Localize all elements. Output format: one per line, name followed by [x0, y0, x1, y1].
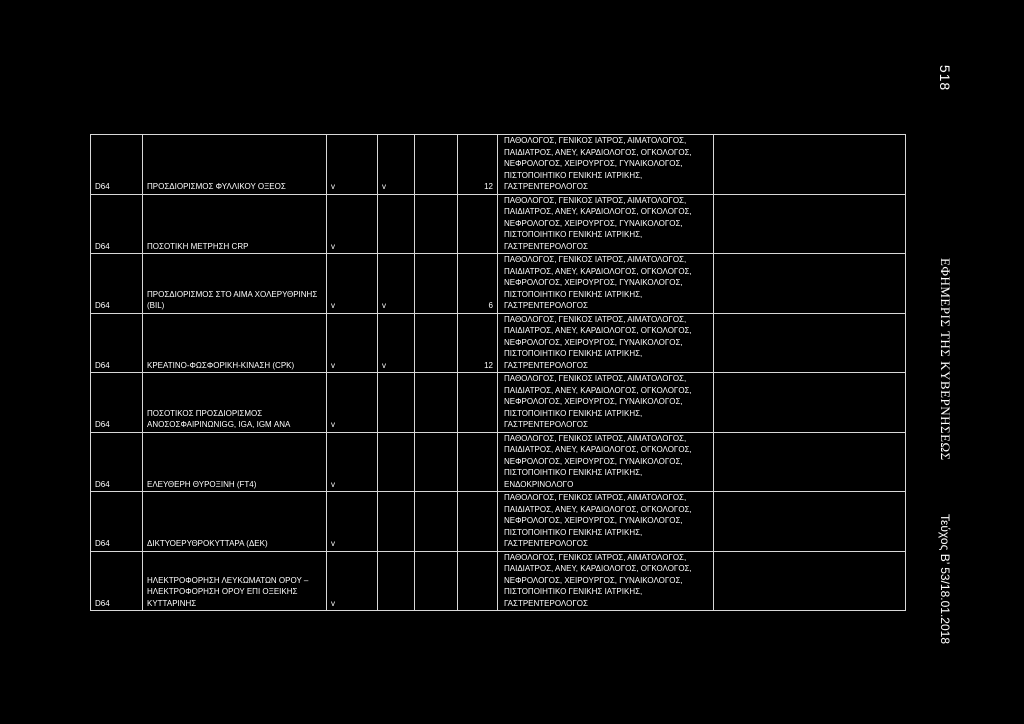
row-mark-2 — [378, 551, 415, 611]
exam-table-body — [91, 135, 906, 611]
row-mark-1: v — [327, 194, 378, 254]
row-specialties: ΠΑΘΟΛΟΓΟΣ, ΓΕΝΙΚΟΣ ΙΑΤΡΟΣ, ΑΙΜΑΤΟΛΟΓΟΣ, ΠΑΙΔΙΑΤΡΟΣ, ΑΝΕΥ, ΚΑΡΔΙΟΛΟΓΟΣ, ΟΓΚΟΛΟΓΟΣ, ΝΕΦΡΟΛΟΓΟΣ, ΧΕΙΡΟΥΡΓΟΣ, ΓΥΝΑΙΚΟΛΟΓΟΣ, ΠΙΣΤΟΠΟΙΗΤΙΚΟ ΓΕΝΙΚΗΣ ΙΑΤΡΙΚΗΣ, ΓΑΣΤΡΕΝΤΕΡΟΛΟΓΟΣ — [498, 313, 714, 373]
exam-table — [90, 134, 906, 611]
row-code: D64 — [91, 135, 143, 195]
row-notes — [714, 373, 906, 433]
row-empty — [415, 551, 458, 611]
row-mark-1: v — [327, 373, 378, 433]
row-frequency — [458, 373, 498, 433]
row-mark-2 — [378, 432, 415, 492]
row-mark-2: v — [378, 135, 415, 195]
row-exam-name: ΚΡΕΑΤΙΝΟ-ΦΩΣΦΟΡΙΚΗ-ΚΙΝΑΣΗ (CPK) — [143, 313, 327, 373]
row-exam-name: ΠΟΣΟΤΙΚΟΣ ΠΡΟΣΔΙΟΡΙΣΜΟΣ ΑΝΟΣΟΣΦΑΙΡΙΝΩΝIGG, IGA, IGM ΑΝΑ — [143, 373, 327, 433]
row-notes — [714, 135, 906, 195]
row-code: D64 — [91, 254, 143, 314]
row-empty — [415, 254, 458, 314]
issue-info: Τεύχος Β’ 53/18.01.2018 — [938, 514, 952, 644]
table-row — [91, 432, 906, 492]
row-empty — [415, 492, 458, 552]
row-specialties: ΠΑΘΟΛΟΓΟΣ, ΓΕΝΙΚΟΣ ΙΑΤΡΟΣ, ΑΙΜΑΤΟΛΟΓΟΣ, ΠΑΙΔΙΑΤΡΟΣ, ΑΝΕΥ, ΚΑΡΔΙΟΛΟΓΟΣ, ΟΓΚΟΛΟΓΟΣ, ΝΕΦΡΟΛΟΓΟΣ, ΧΕΙΡΟΥΡΓΟΣ, ΓΥΝΑΙΚΟΛΟΓΟΣ, ΠΙΣΤΟΠΟΙΗΤΙΚΟ ΓΕΝΙΚΗΣ ΙΑΤΡΙΚΗΣ, ΓΑΣΤΡΕΝΤΕΡΟΛΟΓΟΣ — [498, 492, 714, 552]
row-notes — [714, 432, 906, 492]
row-code: D64 — [91, 492, 143, 552]
row-mark-1: v — [327, 254, 378, 314]
row-specialties: ΠΑΘΟΛΟΓΟΣ, ΓΕΝΙΚΟΣ ΙΑΤΡΟΣ, ΑΙΜΑΤΟΛΟΓΟΣ, ΠΑΙΔΙΑΤΡΟΣ, ΑΝΕΥ, ΚΑΡΔΙΟΛΟΓΟΣ, ΟΓΚΟΛΟΓΟΣ, ΝΕΦΡΟΛΟΓΟΣ, ΧΕΙΡΟΥΡΓΟΣ, ΓΥΝΑΙΚΟΛΟΓΟΣ, ΠΙΣΤΟΠΟΙΗΤΙΚΟ ΓΕΝΙΚΗΣ ΙΑΤΡΙΚΗΣ, ΓΑΣΤΡΕΝΤΕΡΟΛΟΓΟΣ — [498, 194, 714, 254]
row-exam-name: ΠΡΟΣΔΙΟΡΙΣΜΟΣ ΣΤΟ ΑΙΜΑ ΧΟΛΕΡΥΘΡΙΝΗΣ (BIL) — [143, 254, 327, 314]
row-mark-1: v — [327, 492, 378, 552]
row-notes — [714, 551, 906, 611]
row-mark-1: v — [327, 551, 378, 611]
row-empty — [415, 432, 458, 492]
row-mark-2 — [378, 373, 415, 433]
row-code: D64 — [91, 432, 143, 492]
row-code: D64 — [91, 373, 143, 433]
row-specialties: ΠΑΘΟΛΟΓΟΣ, ΓΕΝΙΚΟΣ ΙΑΤΡΟΣ, ΑΙΜΑΤΟΛΟΓΟΣ, ΠΑΙΔΙΑΤΡΟΣ, ΑΝΕΥ, ΚΑΡΔΙΟΛΟΓΟΣ, ΟΓΚΟΛΟΓΟΣ, ΝΕΦΡΟΛΟΓΟΣ, ΧΕΙΡΟΥΡΓΟΣ, ΓΥΝΑΙΚΟΛΟΓΟΣ, ΠΙΣΤΟΠΟΙΗΤΙΚΟ ΓΕΝΙΚΗΣ ΙΑΤΡΙΚΗΣ, ΕΝΔΟΚΡΙΝΟΛΟΓΟ — [498, 432, 714, 492]
row-specialties: ΠΑΘΟΛΟΓΟΣ, ΓΕΝΙΚΟΣ ΙΑΤΡΟΣ, ΑΙΜΑΤΟΛΟΓΟΣ, ΠΑΙΔΙΑΤΡΟΣ, ΑΝΕΥ, ΚΑΡΔΙΟΛΟΓΟΣ, ΟΓΚΟΛΟΓΟΣ, ΝΕΦΡΟΛΟΓΟΣ, ΧΕΙΡΟΥΡΓΟΣ, ΓΥΝΑΙΚΟΛΟΓΟΣ, ΠΙΣΤΟΠΟΙΗΤΙΚΟ ΓΕΝΙΚΗΣ ΙΑΤΡΙΚΗΣ, ΓΑΣΤΡΕΝΤΕΡΟΛΟΓΟΣ — [498, 254, 714, 314]
row-notes — [714, 492, 906, 552]
row-mark-2: v — [378, 313, 415, 373]
row-exam-name: ΠΡΟΣΔΙΟΡΙΣΜΟΣ ΦΥΛΛΙΚΟΥ ΟΞΕΟΣ — [143, 135, 327, 195]
row-frequency — [458, 551, 498, 611]
row-empty — [415, 135, 458, 195]
row-mark-1: v — [327, 313, 378, 373]
row-code: D64 — [91, 194, 143, 254]
table-row — [91, 194, 906, 254]
page-number: 518 — [937, 64, 953, 92]
row-notes — [714, 313, 906, 373]
row-code: D64 — [91, 551, 143, 611]
table-row — [91, 313, 906, 373]
row-mark-2: v — [378, 254, 415, 314]
row-exam-name: ΕΛΕΥΘΕΡΗ ΘΥΡΟΞΙΝΗ (FT4) — [143, 432, 327, 492]
table-row — [91, 254, 906, 314]
row-frequency — [458, 194, 498, 254]
row-exam-name: ΠΟΣΟΤΙΚΗ ΜΕΤΡΗΣΗ CRP — [143, 194, 327, 254]
row-frequency: 12 — [458, 135, 498, 195]
row-empty — [415, 373, 458, 433]
row-specialties: ΠΑΘΟΛΟΓΟΣ, ΓΕΝΙΚΟΣ ΙΑΤΡΟΣ, ΑΙΜΑΤΟΛΟΓΟΣ, ΠΑΙΔΙΑΤΡΟΣ, ΑΝΕΥ, ΚΑΡΔΙΟΛΟΓΟΣ, ΟΓΚΟΛΟΓΟΣ, ΝΕΦΡΟΛΟΓΟΣ, ΧΕΙΡΟΥΡΓΟΣ, ΓΥΝΑΙΚΟΛΟΓΟΣ, ΠΙΣΤΟΠΟΙΗΤΙΚΟ ΓΕΝΙΚΗΣ ΙΑΤΡΙΚΗΣ, ΓΑΣΤΡΕΝΤΕΡΟΛΟΓΟΣ — [498, 551, 714, 611]
table-row — [91, 373, 906, 433]
journal-title: ΕΦΗΜΕΡΙΣ ΤΗΣ ΚΥΒΕΡΝΗΣΕΩΣ — [938, 258, 953, 461]
row-mark-2 — [378, 492, 415, 552]
row-exam-name: ΔΙΚΤΥΟΕΡΥΘΡΟΚΥΤΤΑΡΑ (ΔΕΚ) — [143, 492, 327, 552]
table-row — [91, 135, 906, 195]
row-frequency: 6 — [458, 254, 498, 314]
row-mark-1: v — [327, 432, 378, 492]
row-specialties: ΠΑΘΟΛΟΓΟΣ, ΓΕΝΙΚΟΣ ΙΑΤΡΟΣ, ΑΙΜΑΤΟΛΟΓΟΣ, ΠΑΙΔΙΑΤΡΟΣ, ΑΝΕΥ, ΚΑΡΔΙΟΛΟΓΟΣ, ΟΓΚΟΛΟΓΟΣ, ΝΕΦΡΟΛΟΓΟΣ, ΧΕΙΡΟΥΡΓΟΣ, ΓΥΝΑΙΚΟΛΟΓΟΣ, ΠΙΣΤΟΠΟΙΗΤΙΚΟ ΓΕΝΙΚΗΣ ΙΑΤΡΙΚΗΣ, ΓΑΣΤΡΕΝΤΕΡΟΛΟΓΟΣ — [498, 373, 714, 433]
row-frequency: 12 — [458, 313, 498, 373]
row-code: D64 — [91, 313, 143, 373]
row-frequency — [458, 432, 498, 492]
row-frequency — [458, 492, 498, 552]
row-notes — [714, 254, 906, 314]
row-empty — [415, 194, 458, 254]
table-row — [91, 492, 906, 552]
row-mark-1: v — [327, 135, 378, 195]
row-notes — [714, 194, 906, 254]
row-specialties: ΠΑΘΟΛΟΓΟΣ, ΓΕΝΙΚΟΣ ΙΑΤΡΟΣ, ΑΙΜΑΤΟΛΟΓΟΣ, ΠΑΙΔΙΑΤΡΟΣ, ΑΝΕΥ, ΚΑΡΔΙΟΛΟΓΟΣ, ΟΓΚΟΛΟΓΟΣ, ΝΕΦΡΟΛΟΓΟΣ, ΧΕΙΡΟΥΡΓΟΣ, ΓΥΝΑΙΚΟΛΟΓΟΣ, ΠΙΣΤΟΠΟΙΗΤΙΚΟ ΓΕΝΙΚΗΣ ΙΑΤΡΙΚΗΣ, ΓΑΣΤΡΕΝΤΕΡΟΛΟΓΟΣ — [498, 135, 714, 195]
row-exam-name: ΗΛΕΚΤΡΟΦΟΡΗΣΗ ΛΕΥΚΩΜΑΤΩΝ ΟΡΟΥ – ΗΛΕΚΤΡΟΦΟΡΗΣΗ ΟΡΟΥ ΕΠΙ ΟΞΕΙΚΗΣ ΚΥΤΤΑΡΙΝΗΣ — [143, 551, 327, 611]
row-empty — [415, 313, 458, 373]
row-mark-2 — [378, 194, 415, 254]
table-row — [91, 551, 906, 611]
